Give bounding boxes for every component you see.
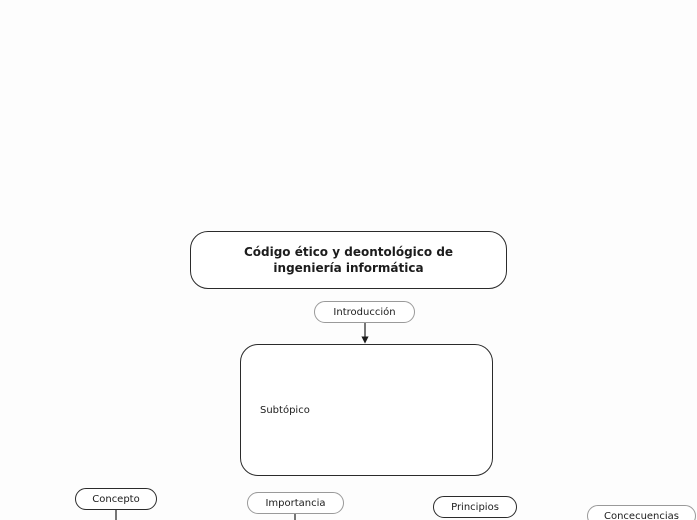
concecuencias-node[interactable] (587, 505, 696, 520)
introduction-label: Introducción (333, 306, 396, 318)
subtopic-node[interactable] (240, 344, 493, 476)
principios-label: Principios (451, 501, 499, 513)
concepto-node[interactable] (75, 488, 157, 510)
introduction-node[interactable] (314, 301, 415, 323)
importancia-label: Importancia (265, 497, 326, 509)
main-topic-title: Código ético y deontológico de ingeniería informática (243, 245, 454, 275)
concepto-label: Concepto (92, 493, 140, 505)
subtopic-label: Subtópico (260, 404, 310, 416)
importancia-node[interactable] (247, 492, 344, 514)
principios-node[interactable] (433, 496, 517, 518)
concecuencias-label: Concecuencias (603, 510, 680, 520)
main-topic-node[interactable] (190, 231, 507, 289)
